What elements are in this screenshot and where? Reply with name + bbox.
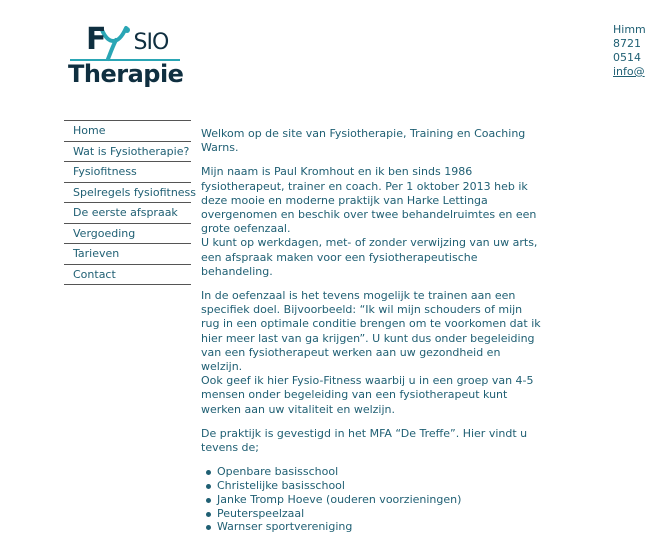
list-item: Peuterspeelzaal — [217, 507, 541, 521]
training-text: In de oefenzaal is het tevens mogelijk te trainen aan een specifiek doel. Bijvoorbeeld: “Ik wil mijn schouders of mijn rug in een optimale conditie brengen om te voorkomen dat ik hier meer last van ga krijgen”. U kunt dus onder begeleiding van een fysiotherapeut werken aan uw gezondheid en welzijn. — [201, 289, 541, 374]
fitness-text: Ook geef ik hier Fysio-Fitness waarbij u in een groep van 4-5 mensen onder begeleiding van een fysiotherapeut kunt werken aan uw vitaliteit en welzijn. — [201, 374, 534, 416]
sidebar-nav — [64, 120, 197, 285]
facilities-list — [201, 465, 541, 534]
nav-item-tarieven[interactable]: Tarieven — [64, 244, 191, 265]
contact-address-line: Himm — [613, 23, 646, 36]
logo-text-top: F SIO — [86, 22, 169, 57]
contact-info — [613, 23, 646, 79]
appointment-text: U kunt op werkdagen, met- of zonder verwijzing van uw arts, een afspraak maken voor een fysiotherapeutische behandeling. — [201, 236, 538, 278]
nav-item-contact[interactable]: Contact — [64, 265, 191, 286]
nav-item-home[interactable]: Home — [64, 121, 191, 142]
list-item: Christelijke basisschool — [217, 479, 541, 493]
site-logo[interactable] — [66, 22, 186, 92]
nav-item-eerste-afspraak[interactable]: De eerste afspraak — [64, 203, 191, 224]
list-item: Janke Tromp Hoeve (ouderen voorzieningen) — [217, 493, 541, 507]
location-paragraph: De praktijk is gevestigd in het MFA “De Treffe”. Hier vindt u tevens de; — [201, 426, 528, 455]
nav-item-spelregels-fysiofitness[interactable]: Spelregels fysiofitness — [64, 183, 191, 204]
list-item: Warnser sportvereniging — [217, 520, 541, 534]
nav-item-wat-is-fysiotherapie[interactable]: Wat is Fysiotherapie? — [64, 142, 191, 163]
contact-postcode-line: 8721 — [613, 37, 641, 50]
training-paragraph — [201, 289, 541, 417]
nav-item-vergoeding[interactable]: Vergoeding — [64, 224, 191, 245]
list-item: Openbare basisschool — [217, 465, 541, 479]
intro-paragraph — [201, 165, 541, 279]
welcome-paragraph: Welkom op de site van Fysiotherapie, Training en Coaching Warns. — [201, 127, 526, 155]
logo-text-bottom: Therapie — [68, 60, 184, 88]
main-content — [201, 127, 541, 534]
contact-email-link[interactable]: info@ — [613, 65, 645, 78]
intro-text: Mijn naam is Paul Kromhout en ik ben sinds 1986 fysiotherapeut, trainer en coach. Per 1 oktober 2013 heb ik deze mooie en moderne praktijk van Harke Lettinga overgenomen en beschik over twee behandelruimtes en een grote oefenzaal. — [201, 165, 537, 236]
nav-item-fysiofitness[interactable]: Fysiofitness — [64, 162, 191, 183]
contact-phone-line: 0514 — [613, 51, 641, 64]
